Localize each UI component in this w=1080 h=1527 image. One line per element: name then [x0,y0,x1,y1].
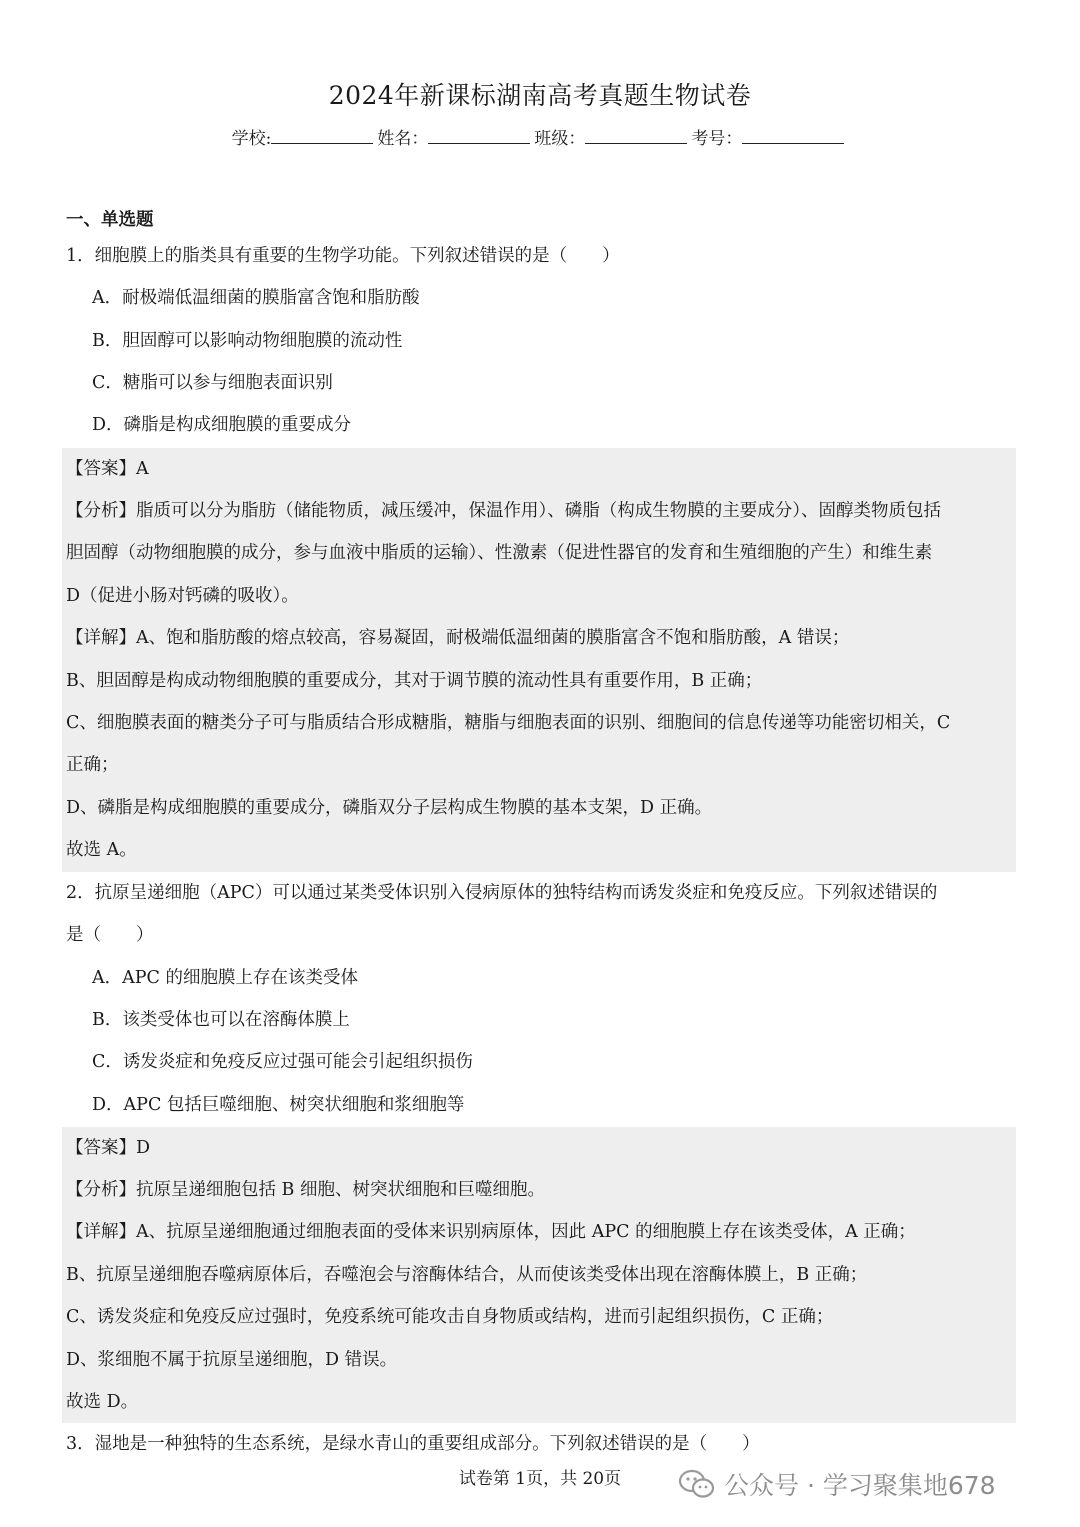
question-2-option-c: C．诱发炎症和免疫反应过强可能会引起组织损伤 [92,1052,473,1072]
watermark [678,1464,996,1504]
question-1-option-a: A．耐极端低温细菌的膜脂富含饱和脂肪酸 [92,288,420,308]
question-2-detail-line: 【详解】A、抗原呈递细胞通过细胞表面的受体来识别病原体，因此 APC 的细胞膜上存在该类受体，A 正确； [66,1222,916,1242]
page-title: 2024年新课标湖南高考真题生物试卷 [328,81,752,110]
question-1-stem: 1．细胞膜上的脂类具有重要的生物学功能。下列叙述错误的是（ ） [66,246,620,266]
section-heading: 一、单选题 [66,210,154,230]
exam-number-blank[interactable] [742,125,844,144]
question-2-option-d: D．APC 包括巨噬细胞、树突状细胞和浆细胞等 [92,1095,465,1115]
question-1-option-d: D．磷脂是构成细胞膜的重要成分 [92,415,352,435]
question-1-detail-line: 正确； [66,755,119,775]
question-3-stem: 3．湿地是一种独特的生态系统，是绿水青山的重要组成部分。下列叙述错误的是（ ） [66,1434,760,1454]
school-blank[interactable] [271,125,373,144]
question-2-detail-line: D、浆细胞不属于抗原呈递细胞，D 错误。 [66,1350,398,1370]
question-1-detail-line: C、细胞膜表面的糖类分子可与脂质结合形成糖脂，糖脂与细胞表面的识别、细胞间的信息传递等功能密切相关，C [66,713,951,733]
question-1-detail-line: B、胆固醇是构成动物细胞膜的重要成分，其对于调节膜的流动性具有重要作用，B 正确； [66,671,763,691]
class-blank[interactable] [585,125,687,144]
question-2-analysis: 【分析】抗原呈递细胞包括 B 细胞、树突状细胞和巨噬细胞。 [66,1180,545,1200]
name-label: 姓名： [377,129,429,149]
question-2-answer: 【答案】D [66,1138,151,1158]
watermark-text: 公众号 · 学习聚集地678 [724,1471,996,1500]
question-1-option-b: B．胆固醇可以影响动物细胞膜的流动性 [92,331,403,351]
question-2-stem: 是（ ） [66,925,154,945]
school-label: 学校: [231,129,272,149]
page-footer: 试卷第 1页，共 20页 [458,1469,622,1489]
question-2-option-a: A．APC 的细胞膜上存在该类受体 [92,968,359,988]
question-1-detail-line: D、磷脂是构成细胞膜的重要成分，磷脂双分子层构成生物膜的基本支架，D 正确。 [66,798,713,818]
name-blank[interactable] [428,125,530,144]
wechat-icon [678,1469,716,1499]
question-1-option-c: C．糖脂可以参与细胞表面识别 [92,373,333,393]
question-1-detail-line: 【详解】A、饱和脂肪酸的熔点较高，容易凝固，耐极端低温细菌的膜脂富含不饱和脂肪酸，A 错误； [66,628,850,648]
exam-number-label: 考号： [691,129,743,149]
question-2-option-b: B．该类受体也可以在溶酶体膜上 [92,1010,350,1030]
student-info-row [0,124,1080,149]
question-1-analysis-line: 【分析】脂质可以分为脂肪（储能物质，减压缓冲，保温作用）、磷脂（构成生物膜的主要成分）、固醇类物质包括 [66,501,941,521]
question-2-detail-line: 故选 D。 [66,1392,139,1412]
question-2-detail-line: C、诱发炎症和免疫反应过强时，免疫系统可能攻击自身物质或结构，进而引起组织损伤，C 正确； [66,1307,834,1327]
question-2-stem: 2．抗原呈递细胞（APC）可以通过某类受体识别入侵病原体的独特结构而诱发炎症和免疫反应。下列叙述错误的 [66,883,938,903]
question-1-analysis-line: D（促进小肠对钙磷的吸收）。 [66,586,299,606]
question-1-analysis-line: 胆固醇（动物细胞膜的成分，参与血液中脂质的运输）、性激素（促进性器官的发育和生殖细胞的产生）和维生素 [66,543,933,563]
class-label: 班级： [534,129,586,149]
question-2-detail-line: B、抗原呈递细胞吞噬病原体后，吞噬泡会与溶酶体结合，从而使该类受体出现在溶酶体膜上，B 正确； [66,1265,868,1285]
question-1-detail-line: 故选 A。 [66,840,137,860]
question-1-answer: 【答案】A [66,459,149,479]
